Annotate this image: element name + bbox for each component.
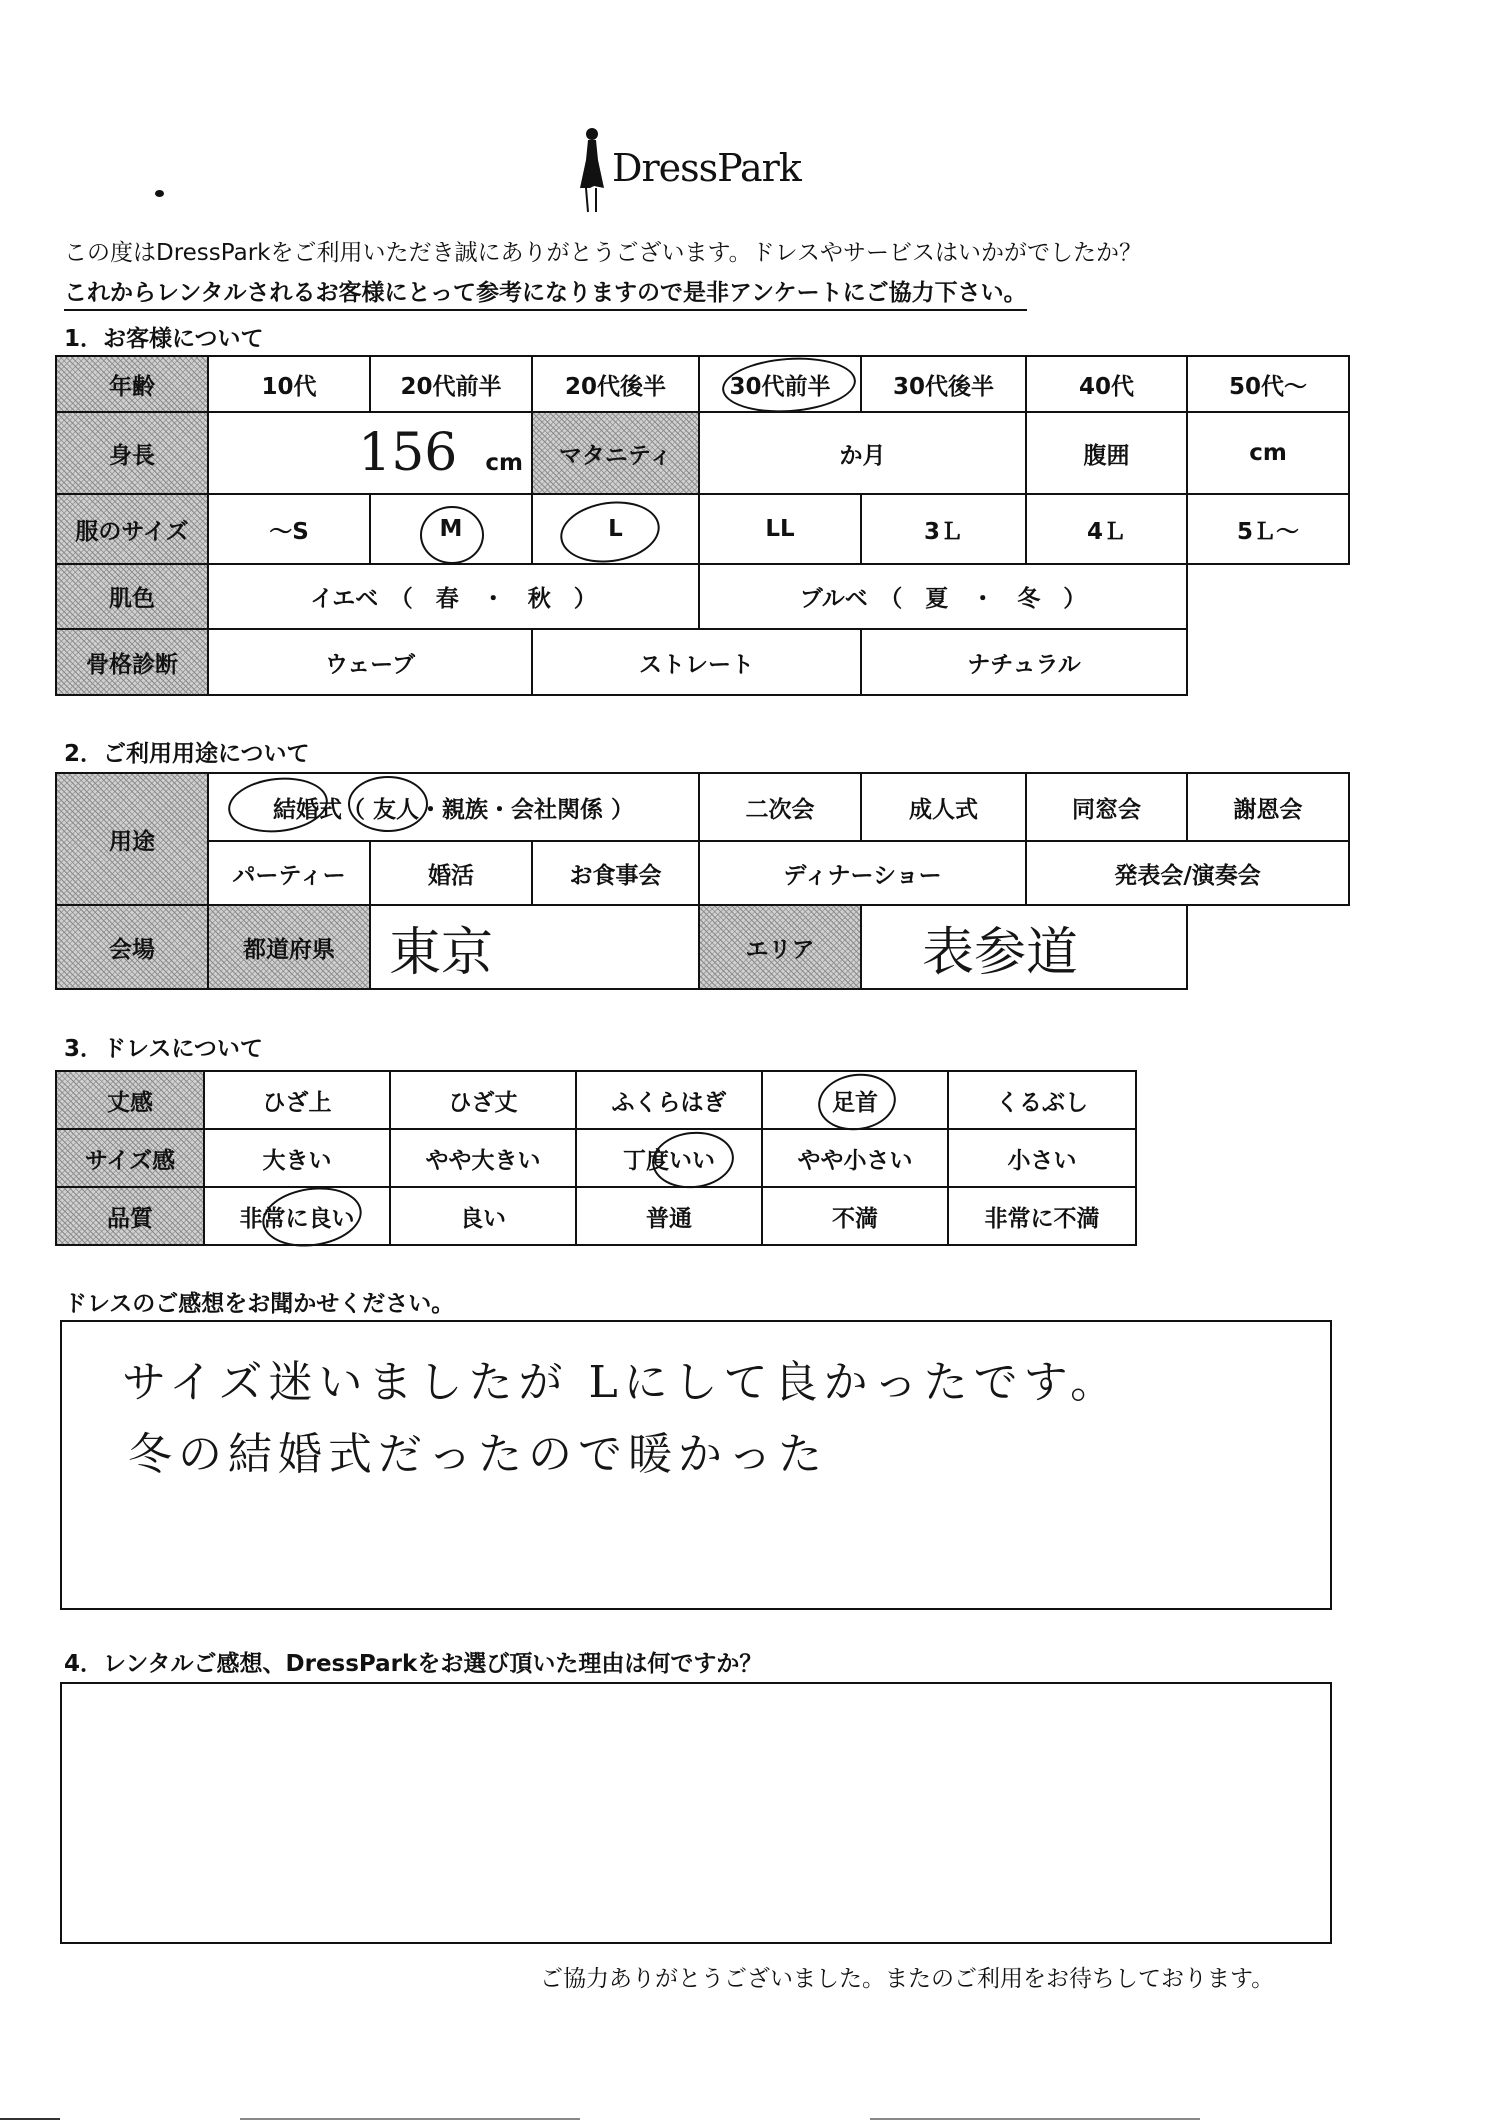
venue-label: 会場: [56, 905, 208, 989]
dress-table: [55, 1070, 1137, 1246]
length-above-knee[interactable]: ひざ上: [204, 1071, 390, 1129]
maternity-label: マタニティ: [532, 412, 699, 494]
purpose-matchmaking[interactable]: 婚活: [370, 841, 532, 905]
frame-label: 骨格診断: [56, 629, 208, 695]
size-label: 服のサイズ: [56, 494, 208, 564]
quality-average[interactable]: 普通: [576, 1187, 762, 1245]
quality-very-unsatisfied[interactable]: 非常に不満: [948, 1187, 1136, 1245]
age-option-early-20s[interactable]: 20代前半: [370, 356, 532, 412]
comment-line-1: サイズ迷いましたが Lにして良かったです。: [122, 1357, 1121, 1408]
waist-label: 腹囲: [1026, 412, 1187, 494]
dress-silhouette-icon: [574, 126, 610, 216]
blank-cell: [1187, 564, 1349, 629]
age-option-10s[interactable]: 10代: [208, 356, 370, 412]
height-value: 156: [358, 423, 458, 483]
fit-slightly-small[interactable]: やや小さい: [762, 1129, 948, 1187]
area-label: エリア: [699, 905, 861, 989]
purpose-dinner[interactable]: お食事会: [532, 841, 699, 905]
purpose-label: 用途: [56, 773, 208, 905]
skin-label: 肌色: [56, 564, 208, 629]
age-option-50s[interactable]: 50代～: [1187, 356, 1349, 412]
scan-edge-mark: [240, 2118, 580, 2120]
prefecture-field[interactable]: [370, 905, 699, 989]
comment-prompt: ドレスのご感想をお聞かせください。: [64, 1291, 455, 1317]
age-option-40s[interactable]: 40代: [1026, 356, 1187, 412]
fit-just-right[interactable]: 丁度いい: [576, 1129, 762, 1187]
age-option-late-20s[interactable]: 20代後半: [532, 356, 699, 412]
age-label: 年齢: [56, 356, 208, 412]
intro-line-1: この度はDressParkをご利用いただき誠にありがとうございます。ドレスやサービスはいかがでしたか？: [64, 240, 1142, 266]
area-value: 表参道: [922, 922, 1079, 983]
size-option-l[interactable]: L: [532, 494, 699, 564]
skin-option-cool[interactable]: ブルベ （ 夏 ・ 冬 ）: [699, 564, 1187, 629]
purpose-thank-you-party[interactable]: 謝恩会: [1187, 773, 1349, 841]
customer-table: [55, 355, 1350, 696]
quality-very-good[interactable]: 非常に良い: [204, 1187, 390, 1245]
height-label: 身長: [56, 412, 208, 494]
size-option-s[interactable]: ～S: [208, 494, 370, 564]
comment-line-2: 冬の結婚式だったので暖かった: [128, 1429, 828, 1480]
age-option-early-30s[interactable]: 30代前半: [699, 356, 861, 412]
logo-text: DressPark: [612, 146, 801, 190]
footer-thanks: ご協力ありがとうございました。またのご利用をお待ちしております。: [540, 1966, 1275, 1992]
purpose-wedding[interactable]: 結婚式（ 友人・親族・会社関係 ）: [208, 773, 699, 841]
scan-edge-mark: [870, 2118, 1200, 2120]
fit-large[interactable]: 大きい: [204, 1129, 390, 1187]
section2-title: 2．ご利用用途について: [64, 741, 310, 767]
quality-unsatisfied[interactable]: 不満: [762, 1187, 948, 1245]
fit-label: サイズ感: [56, 1129, 204, 1187]
length-ankle[interactable]: 足首: [762, 1071, 948, 1129]
blank-cell: [1187, 905, 1349, 989]
scan-edge-mark: [0, 2118, 60, 2120]
skin-option-warm[interactable]: イエベ （ 春 ・ 秋 ）: [208, 564, 699, 629]
quality-good[interactable]: 良い: [390, 1187, 576, 1245]
dresspark-logo: [574, 126, 814, 216]
section1-title: 1．お客様について: [64, 326, 264, 352]
prefecture-value: 東京: [389, 922, 494, 983]
age-option-late-30s[interactable]: 30代後半: [861, 356, 1026, 412]
waist-unit: cm: [1249, 440, 1287, 466]
purpose-recital[interactable]: 発表会/演奏会: [1026, 841, 1349, 905]
frame-option-wave[interactable]: ウェーブ: [208, 629, 532, 695]
purpose-dinner-show[interactable]: ディナーショー: [699, 841, 1026, 905]
section4-title: 4．レンタルご感想、DressParkをお選び頂いた理由は何ですか？: [64, 1651, 763, 1677]
rental-comment-box[interactable]: [60, 1682, 1332, 1944]
size-option-4l[interactable]: 4Ｌ: [1026, 494, 1187, 564]
size-option-m[interactable]: M: [370, 494, 532, 564]
size-option-5l[interactable]: 5Ｌ～: [1187, 494, 1349, 564]
frame-option-natural[interactable]: ナチュラル: [861, 629, 1187, 695]
length-anklebone[interactable]: くるぶし: [948, 1071, 1136, 1129]
size-m-selection-circle: [420, 506, 484, 564]
purpose-party[interactable]: パーティー: [208, 841, 370, 905]
length-label: 丈感: [56, 1071, 204, 1129]
height-field[interactable]: [208, 412, 532, 494]
length-knee[interactable]: ひざ丈: [390, 1071, 576, 1129]
dress-comment-box[interactable]: [60, 1320, 1332, 1610]
intro-line-2: これからレンタルされるお客様にとって参考になりますので是非アンケートにご協力下さい。: [64, 274, 1027, 311]
purpose-after-party[interactable]: 二次会: [699, 773, 861, 841]
purpose-reunion[interactable]: 同窓会: [1026, 773, 1187, 841]
size-option-3l[interactable]: 3Ｌ: [861, 494, 1026, 564]
purpose-coming-of-age[interactable]: 成人式: [861, 773, 1026, 841]
frame-option-straight[interactable]: ストレート: [532, 629, 861, 695]
months-unit: か月: [839, 442, 886, 469]
prefecture-label: 都道府県: [208, 905, 370, 989]
size-option-ll[interactable]: LL: [699, 494, 861, 564]
waist-field[interactable]: [1187, 412, 1349, 494]
area-field[interactable]: [861, 905, 1187, 989]
section3-title: 3．ドレスについて: [64, 1036, 263, 1062]
purpose-friend-circle: [348, 776, 428, 832]
quality-label: 品質: [56, 1187, 204, 1245]
length-calf[interactable]: ふくらはぎ: [576, 1071, 762, 1129]
maternity-months-field[interactable]: [699, 412, 1026, 494]
scan-speck: [155, 190, 164, 197]
height-unit: cm: [485, 450, 523, 476]
blank-cell: [1187, 629, 1349, 695]
fit-slightly-large[interactable]: やや大きい: [390, 1129, 576, 1187]
fit-small[interactable]: 小さい: [948, 1129, 1136, 1187]
